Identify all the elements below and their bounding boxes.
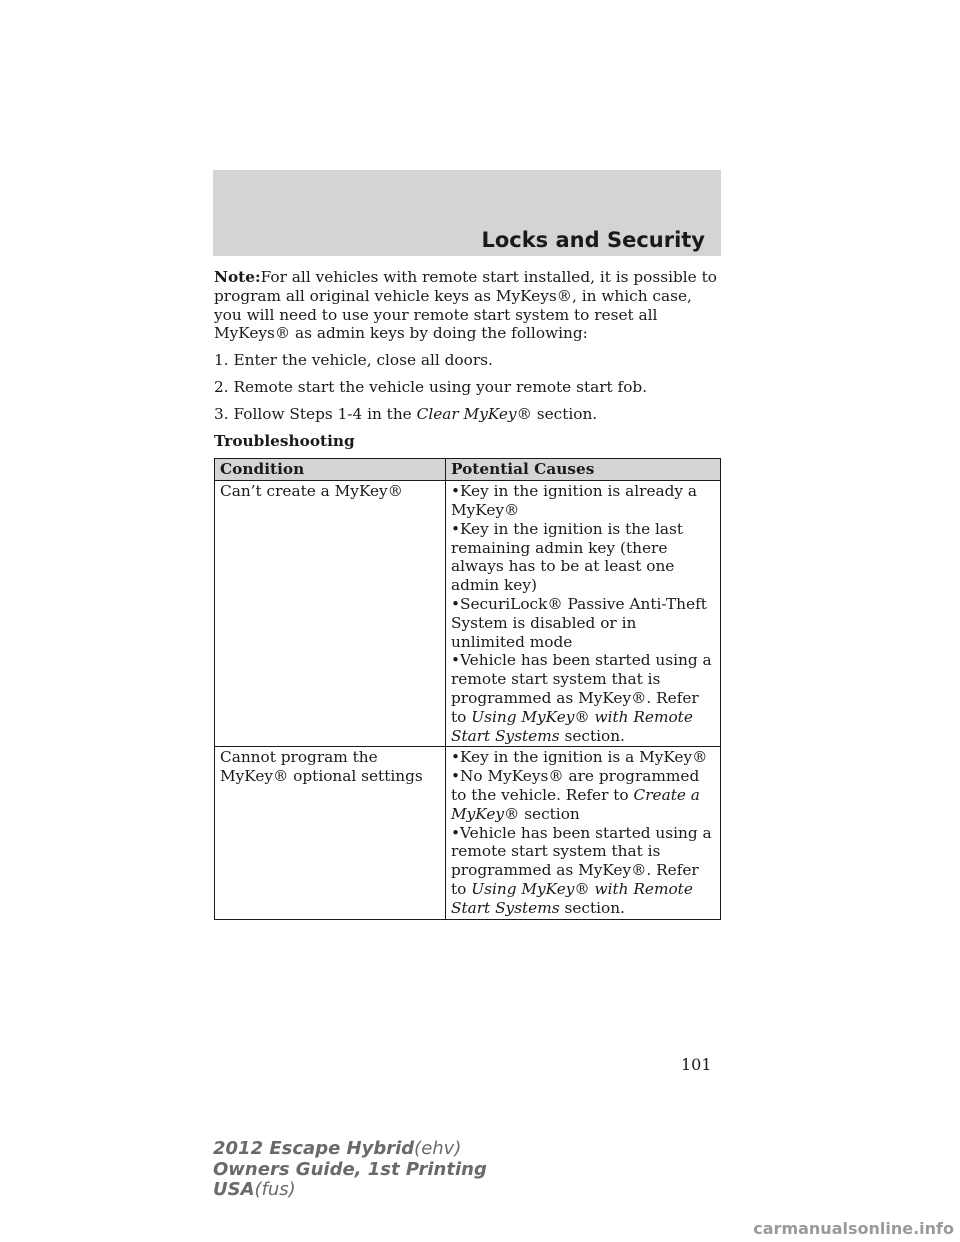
footer-line-3 [213, 1180, 487, 1201]
cause-item: •Key in the ignition is the last remaining admin key (there always has to be at least one admin key) [451, 519, 684, 595]
note-text: For all vehicles with remote start installed, it is possible to program all original vehicle keys as MyKeys®, in which case, you will need to use your remote start system to reset all MyKeys® as admin keys by doing the following: [214, 268, 717, 343]
section-title: Locks and Security [481, 228, 705, 252]
cause-item [451, 824, 715, 918]
cause-reference: Using MyKey® with Remote Start Systems [451, 879, 693, 917]
footer-line-2 [213, 1160, 487, 1181]
print-footer [213, 1139, 487, 1201]
troubleshooting-heading: Troubleshooting [214, 431, 355, 450]
table-row [215, 747, 721, 919]
note-paragraph [214, 268, 724, 343]
page-number: 101 [681, 1055, 712, 1074]
cause-item [451, 651, 715, 745]
section-header-band [213, 170, 721, 256]
cause-text: •No MyKeys® are programmed to the vehicle. Refer to [451, 767, 700, 804]
cause-reference: Create a MyKey® [451, 785, 700, 823]
footer-line-1 [213, 1139, 487, 1160]
step-2: 2. Remote start the vehicle using your remote start fob. [214, 377, 648, 396]
condition-cell: Can’t create a MyKey® [215, 481, 446, 747]
cause-item: •SecuriLock® Passive Anti-Theft System is disabled or in unlimited mode [451, 594, 707, 651]
cause-suffix: section [519, 804, 580, 823]
cause-suffix: section. [559, 898, 625, 917]
cause-item: •Key in the ignition is already a MyKey® [451, 482, 698, 519]
step-3-text: 3. Follow Steps 1-4 in the [214, 404, 417, 423]
causes-cell [446, 481, 721, 747]
footer-market: USA [213, 1179, 255, 1200]
note-label: Note: [214, 268, 261, 286]
footer-model-code: (ehv) [414, 1138, 462, 1159]
footer-market-code: (fus) [254, 1179, 296, 1200]
table-header-row [215, 459, 721, 481]
cause-suffix: section. [559, 726, 625, 745]
step-3 [214, 405, 724, 424]
causes-cell [446, 747, 721, 919]
step-3-reference: Clear MyKey® [416, 404, 532, 423]
troubleshooting-table [214, 458, 721, 919]
column-header-condition: Condition [215, 459, 446, 481]
watermark-text: carmanualsonline.info [753, 1219, 954, 1238]
column-header-causes: Potential Causes [446, 459, 721, 481]
footer-model: 2012 Escape Hybrid [213, 1138, 415, 1159]
cause-reference: Using MyKey® with Remote Start Systems [451, 707, 693, 745]
condition-cell: Cannot program the MyKey® optional settings [215, 747, 446, 919]
cause-item: •Key in the ignition is a MyKey® [451, 748, 708, 767]
cause-text: •Vehicle has been started using a remote start system that is programmed as MyKey®. Refer to [451, 823, 712, 898]
cause-text: •Vehicle has been started using a remote start system that is programmed as MyKey®. Refer to [451, 651, 712, 726]
step-1: 1. Enter the vehicle, close all doors. [214, 351, 493, 370]
step-3-suffix: section. [531, 404, 598, 423]
page-content [214, 268, 724, 920]
table-row [215, 481, 721, 747]
footer-guide: Owners Guide, 1st Printing [213, 1158, 487, 1180]
cause-item [451, 767, 715, 823]
